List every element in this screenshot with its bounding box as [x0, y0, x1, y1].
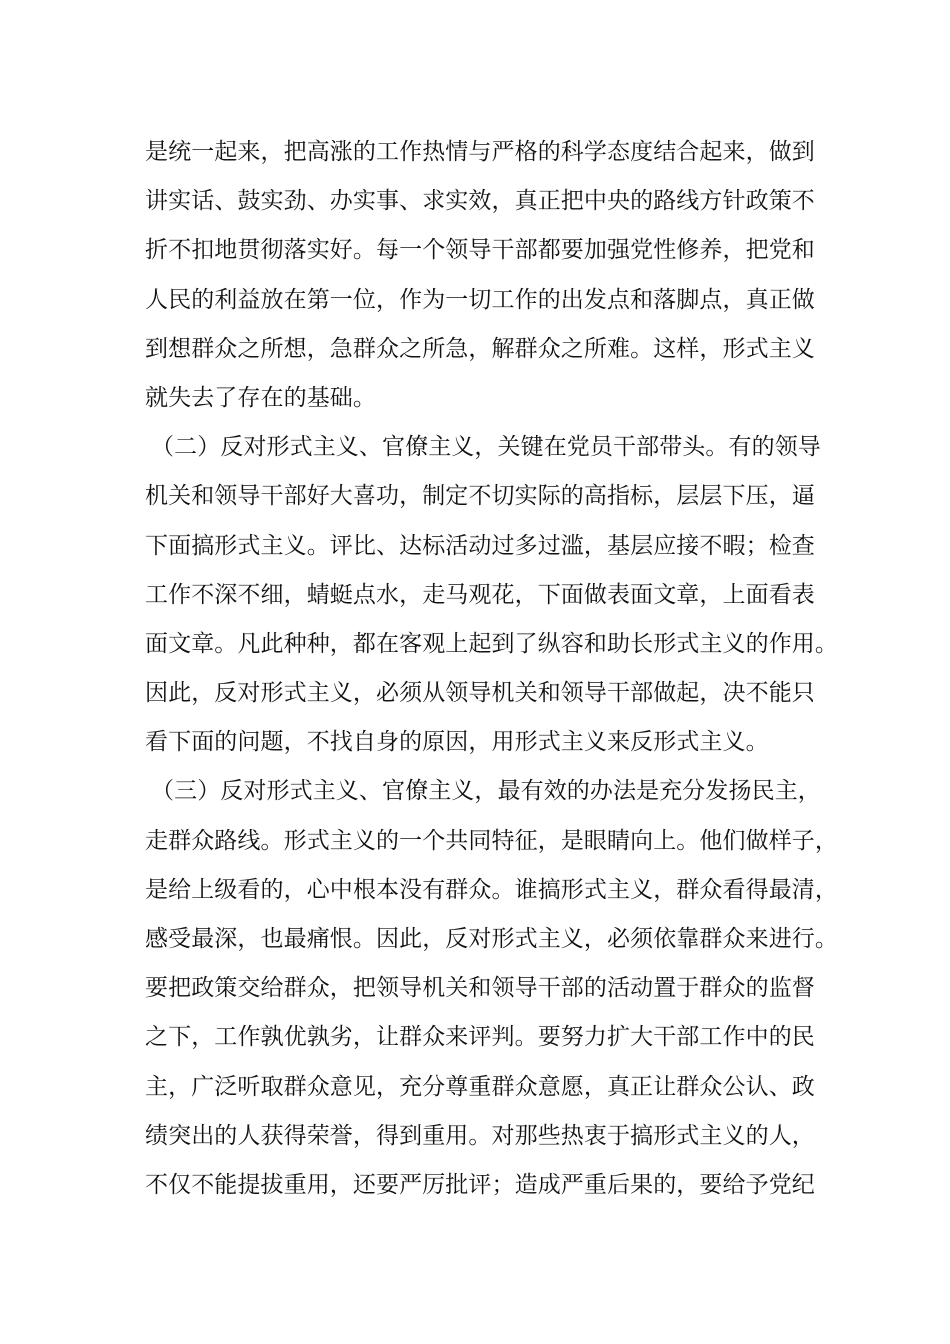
text-line: 到想群众之所想，急群众之所急，解群众之所难。这样，形式主义	[145, 335, 815, 362]
text-line: 看下面的问题，不找自身的原因，用形式主义来反形式主义。	[145, 729, 769, 756]
text-line: 讲实话、鼓实劲、办实事、求实效，真正把中央的路线方针政策不	[145, 188, 815, 215]
text-line: 走群众路线。形式主义的一个共同特征，是眼睛向上。他们做样子，	[145, 827, 838, 854]
text-line: 就失去了存在的基础。	[145, 384, 376, 411]
text-line: 是给上级看的，心中根本没有群众。谁搞形式主义，群众看得最清，	[145, 876, 838, 903]
text-line: 工作不深不细，蜻蜓点水，走马观花，下面做表面文章，上面看表	[145, 581, 815, 608]
text-line: 面文章。凡此种种，都在客观上起到了纵容和助长形式主义的作用。	[145, 630, 838, 657]
text-line: 主，广泛听取群众意见，充分尊重群众意愿，真正让群众公认、政	[145, 1073, 815, 1100]
text-line: 要把政策交给群众，把领导机关和领导干部的活动置于群众的监督	[145, 975, 815, 1002]
section-3-heading-line: （三）反对形式主义、官僚主义，最有效的办法是充分发扬民主，	[151, 778, 821, 805]
text-line: 折不扣地贯彻落实好。每一个领导干部都要加强党性修养，把党和	[145, 237, 815, 264]
text-line: 人民的利益放在第一位，作为一切工作的出发点和落脚点，真正做	[145, 286, 815, 313]
text-line: 机关和领导干部好大喜功，制定不切实际的高指标，层层下压，逼	[145, 483, 815, 510]
text-line: 绩突出的人获得荣誉，得到重用。对那些热衷于搞形式主义的人，	[145, 1122, 815, 1149]
text-line: 下面搞形式主义。评比、达标活动过多过滥，基层应接不暇；检查	[145, 532, 815, 559]
text-line: 之下，工作孰优孰劣，让群众来评判。要努力扩大干部工作中的民	[145, 1024, 815, 1051]
text-line: 因此，反对形式主义，必须从领导机关和领导干部做起，决不能只	[145, 680, 815, 707]
document-body	[145, 128, 838, 1210]
section-2-heading-line: （二）反对形式主义、官僚主义，关键在党员干部带头。有的领导	[151, 434, 821, 461]
text-line: 感受最深，也最痛恨。因此，反对形式主义，必须依靠群众来进行。	[145, 926, 838, 952]
text-line: 不仅不能提拔重用，还要严厉批评；造成严重后果的，要给予党纪	[145, 1171, 815, 1198]
text-line: 是统一起来，把高涨的工作热情与严格的科学态度结合起来，做到	[145, 139, 815, 165]
